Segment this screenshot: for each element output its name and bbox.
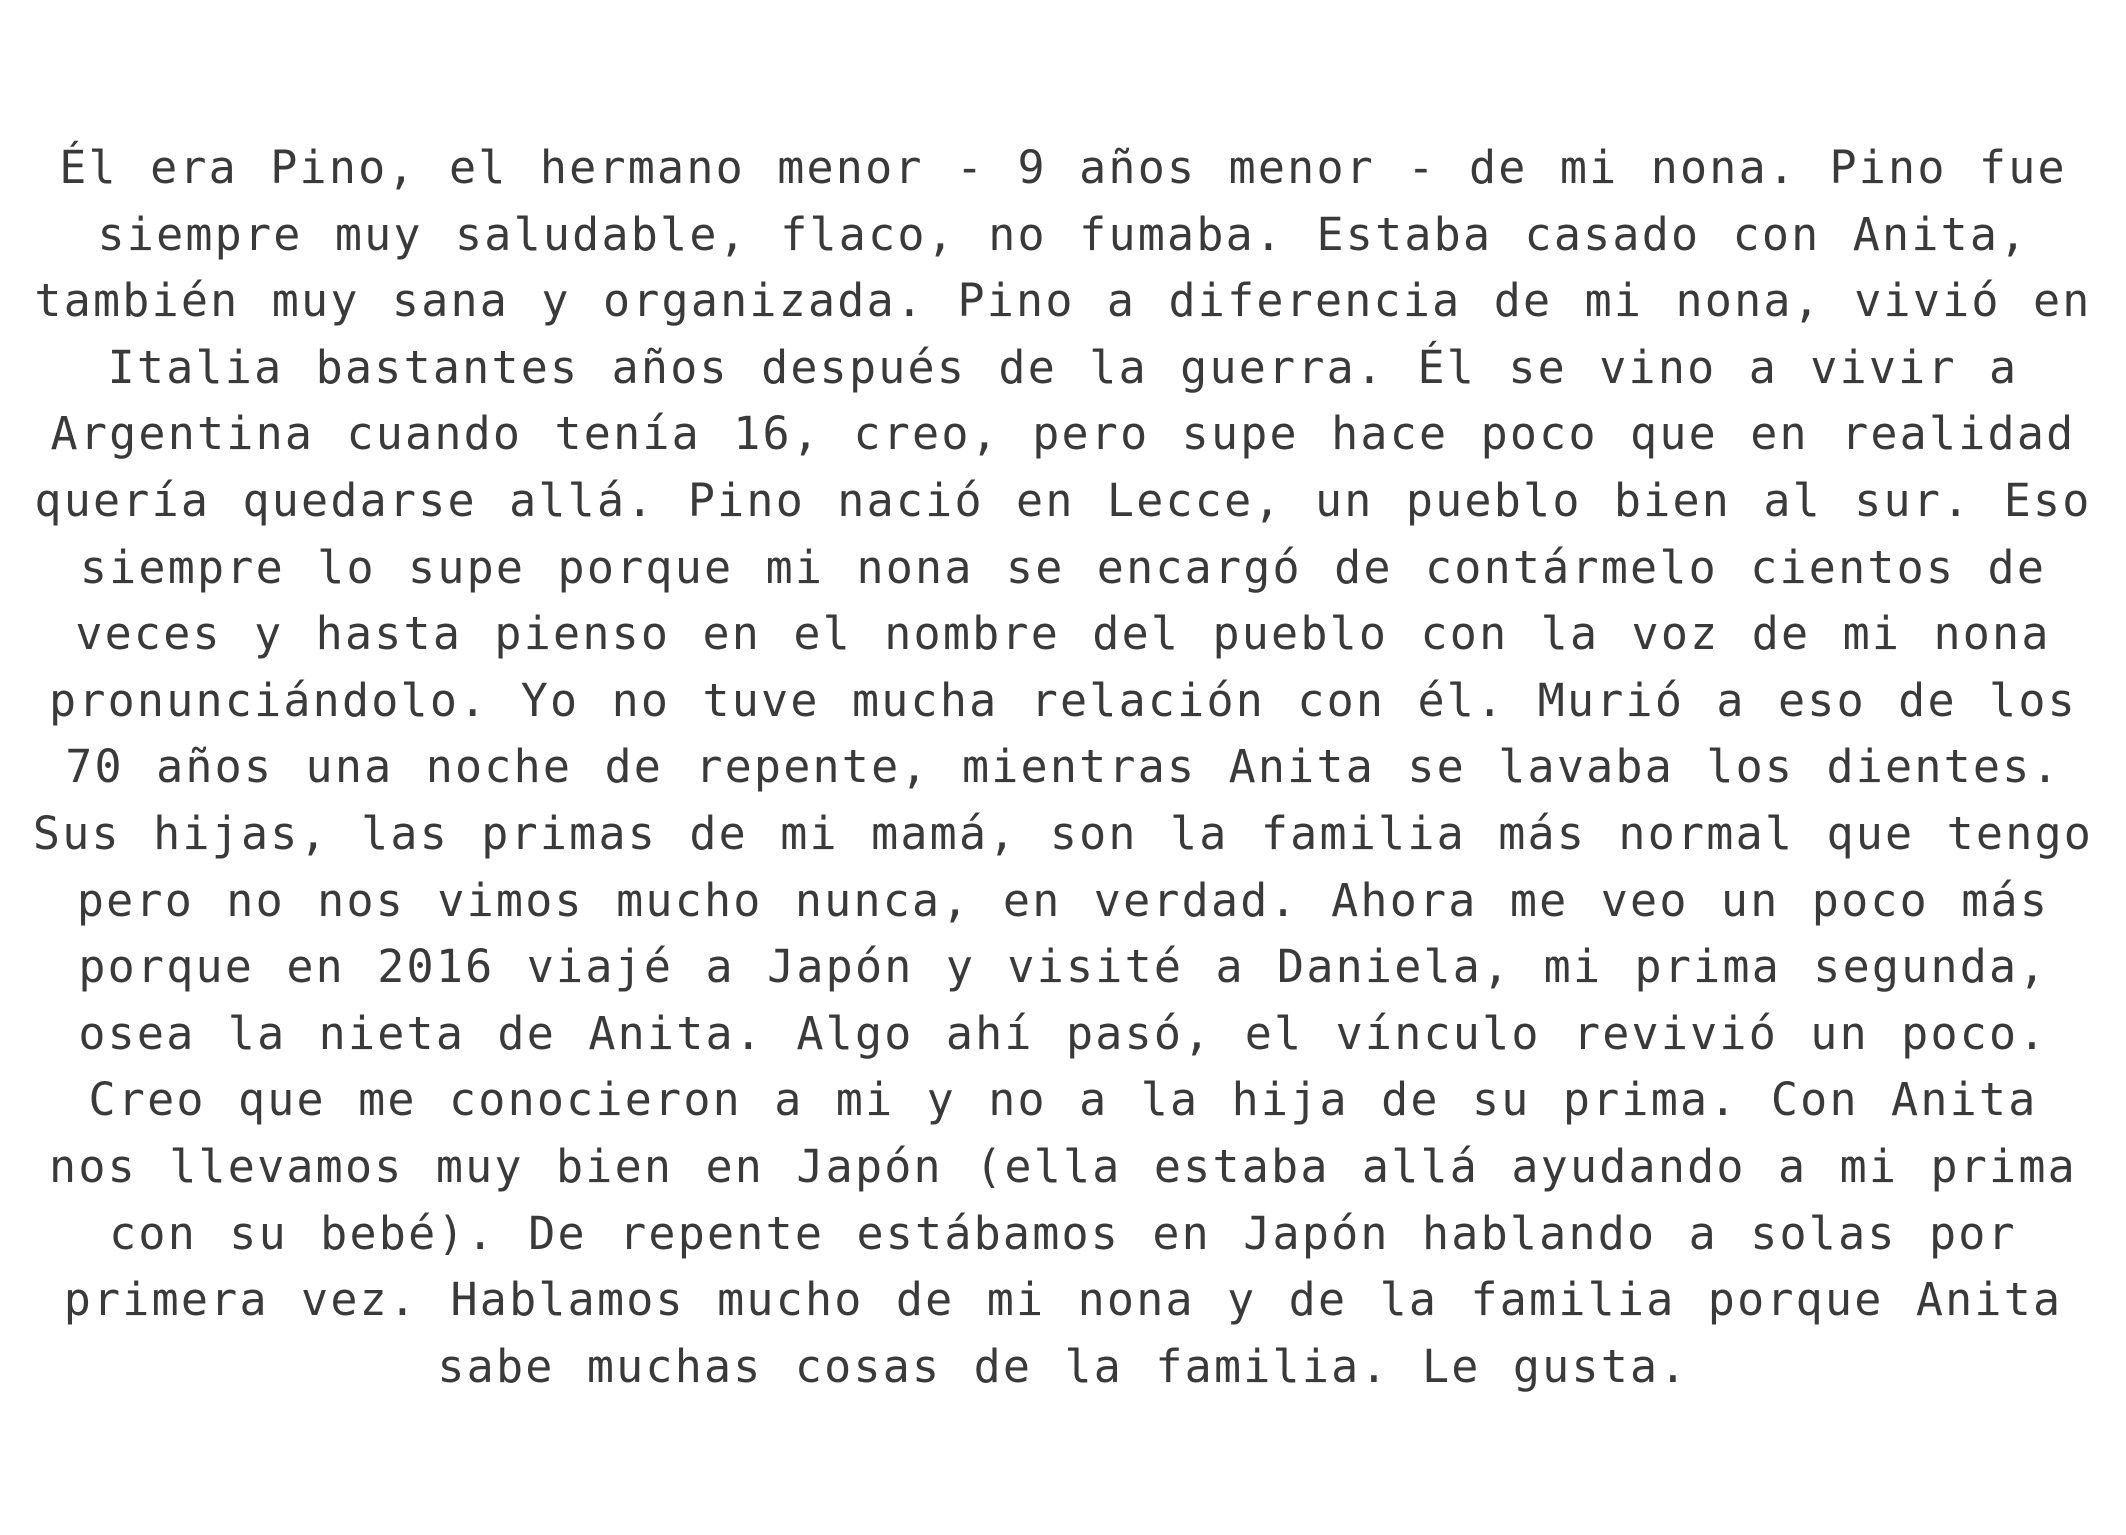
document-body-text: Él era Pino, el hermano menor - 9 años menor - de mi nona. Pino fue siempre muy saludable, flaco, no fumaba. Estaba casado con Anita, también muy sana y organizada. Pino a diferencia de mi nona, vivió en Italia bastantes años después de la guerra. Él se vino a vivir a Argentina cuando tenía 16, creo, pero supe hace poco que en realidad quería quedarse allá. Pino nació en Lecce, un pueblo bien al sur. Eso siempre lo supe porque mi nona se encargó de contármelo cientos de veces y hasta pienso en el nombre del pueblo con la voz de mi nona pronunciándolo. Yo no tuve mucha relación con él. Murió a eso de los 70 años una noche de repente, mientras Anita se lavaba los dientes. Sus hijas, las primas de mi mamá, son la familia más normal que tengo pero no nos vimos mucho nunca, en verdad. Ahora me veo un poco más porque en 2016 viajé a Japón y visité a Daniela, mi prima segunda, osea la nieta de Anita. Algo ahí pasó, el vínculo revivió un poco. Creo que me conocieron a mi y no a la hija de su prima. Con Anita nos llevamos muy bien en Japón (ella estaba allá ayudando a mi prima con su bebé). De repente estábamos en Japón hablando a solas por primera vez. Hablamos mucho de mi nona y de la familia porque Anita sabe muchas cosas de la familia. Le gusta.: [32, 141, 2094, 1393]
